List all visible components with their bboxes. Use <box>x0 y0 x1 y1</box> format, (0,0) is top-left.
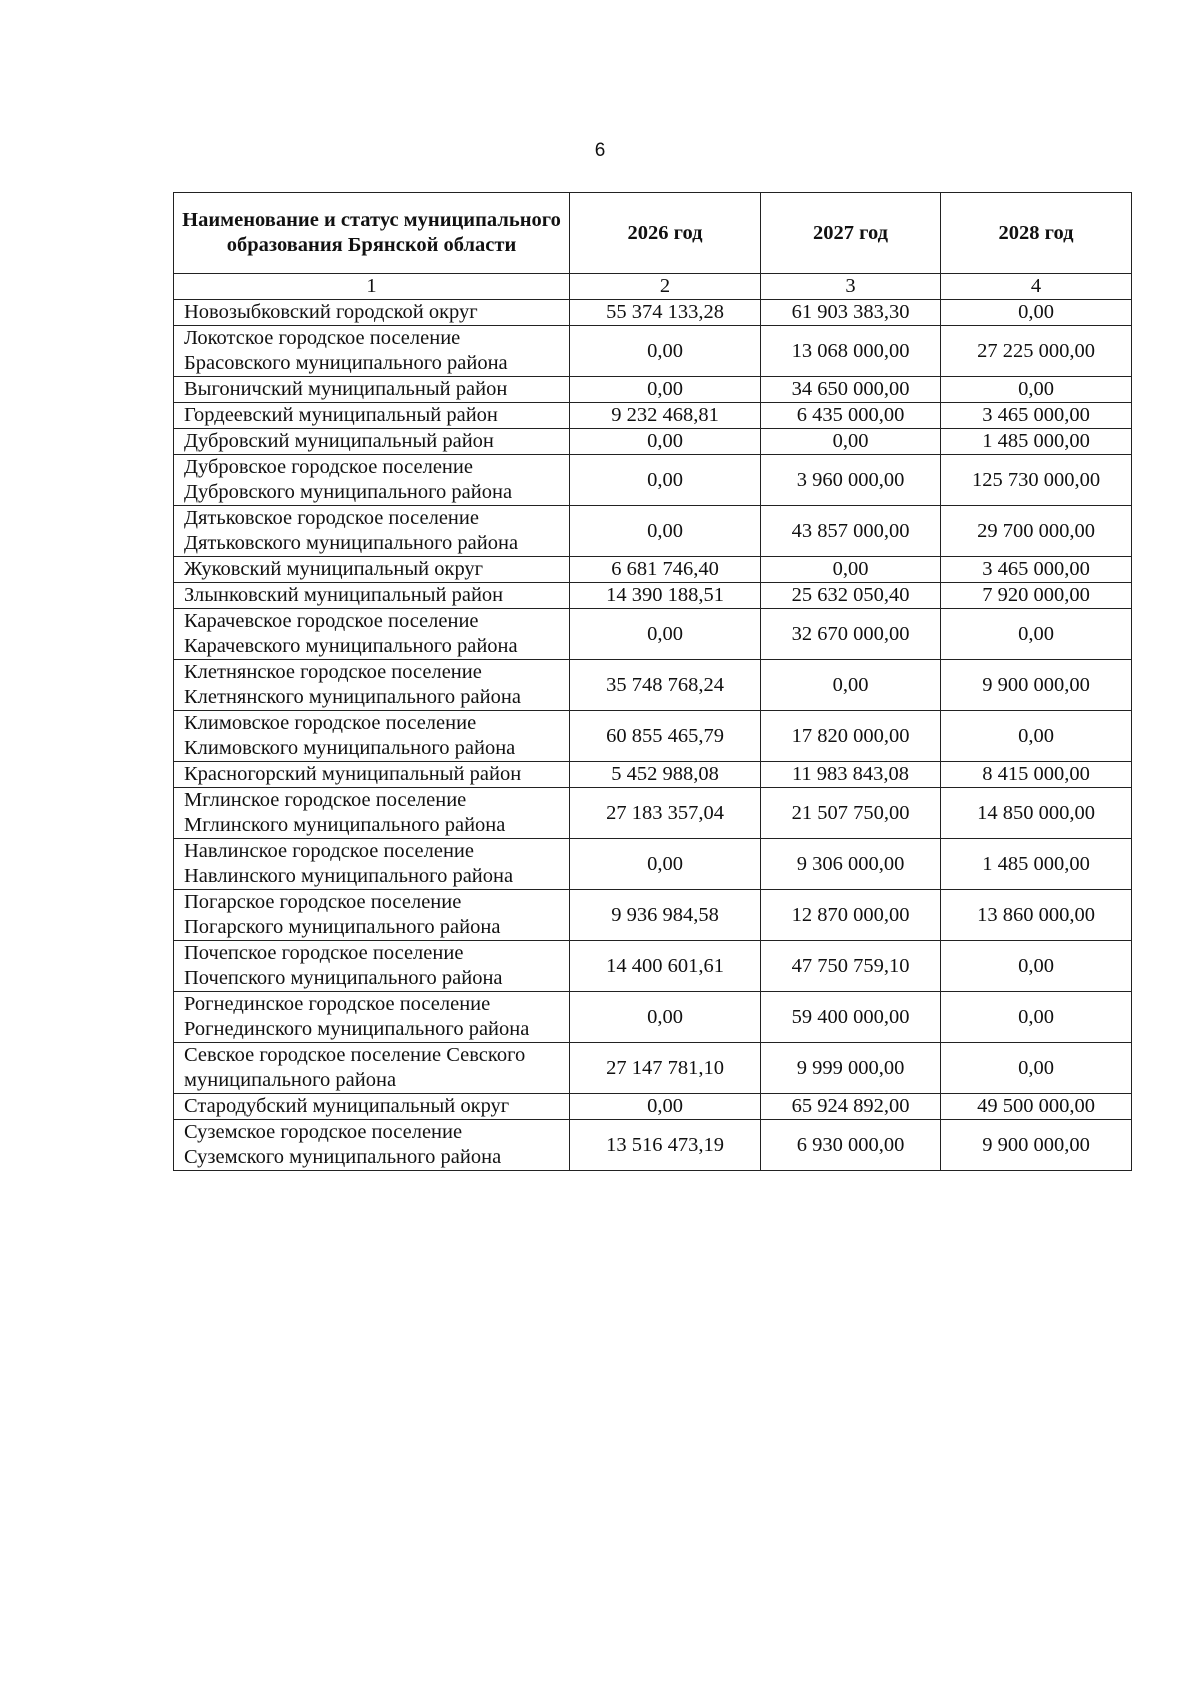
table-row <box>174 300 1132 326</box>
municipality-name-cell: Гордеевский муниципальный район <box>174 403 570 429</box>
amount-cell-2026: 14 400 601,61 <box>570 941 761 992</box>
table-row <box>174 711 1132 762</box>
amount-cell-2028: 0,00 <box>941 992 1132 1043</box>
municipality-name-cell: Суземское городское поселение Суземского муниципального района <box>174 1120 570 1171</box>
amount-cell-2027: 43 857 000,00 <box>761 506 941 557</box>
amount-cell-2028: 0,00 <box>941 941 1132 992</box>
table-row <box>174 1094 1132 1120</box>
amount-cell-2026: 5 452 988,08 <box>570 762 761 788</box>
table-row <box>174 506 1132 557</box>
amount-cell-2026: 0,00 <box>570 429 761 455</box>
amount-cell-2027: 34 650 000,00 <box>761 377 941 403</box>
amount-cell-2028: 125 730 000,00 <box>941 455 1132 506</box>
amount-cell-2027: 61 903 383,30 <box>761 300 941 326</box>
amount-cell-2028: 1 485 000,00 <box>941 839 1132 890</box>
table-row <box>174 660 1132 711</box>
amount-cell-2028: 7 920 000,00 <box>941 583 1132 609</box>
municipality-name-cell: Новозыбковский городской округ <box>174 300 570 326</box>
table-row <box>174 403 1132 429</box>
table-row <box>174 941 1132 992</box>
amount-cell-2026: 0,00 <box>570 377 761 403</box>
municipality-name-cell: Почепское городское поселение Почепского муниципального района <box>174 941 570 992</box>
municipality-name-cell: Дятьковское городское поселение Дятьковского муниципального района <box>174 506 570 557</box>
table-row <box>174 788 1132 839</box>
amount-cell-2027: 13 068 000,00 <box>761 326 941 377</box>
table-row <box>174 890 1132 941</box>
amount-cell-2027: 17 820 000,00 <box>761 711 941 762</box>
amount-cell-2028: 14 850 000,00 <box>941 788 1132 839</box>
amount-cell-2026: 6 681 746,40 <box>570 557 761 583</box>
amount-cell-2027: 47 750 759,10 <box>761 941 941 992</box>
amount-cell-2026: 0,00 <box>570 506 761 557</box>
amount-cell-2026: 9 936 984,58 <box>570 890 761 941</box>
municipality-name-cell: Стародубский муниципальный округ <box>174 1094 570 1120</box>
header-year-2028: 2028 год <box>941 193 1132 274</box>
amount-cell-2027: 25 632 050,40 <box>761 583 941 609</box>
amount-cell-2028: 27 225 000,00 <box>941 326 1132 377</box>
municipality-name-cell: Рогнединское городское поселение Рогнединского муниципального района <box>174 992 570 1043</box>
amount-cell-2027: 21 507 750,00 <box>761 788 941 839</box>
budget-table <box>173 192 1132 1171</box>
municipality-name-cell: Севское городское поселение Севского муниципального района <box>174 1043 570 1094</box>
amount-cell-2027: 6 435 000,00 <box>761 403 941 429</box>
amount-cell-2027: 59 400 000,00 <box>761 992 941 1043</box>
amount-cell-2028: 29 700 000,00 <box>941 506 1132 557</box>
table-row <box>174 609 1132 660</box>
amount-cell-2026: 0,00 <box>570 992 761 1043</box>
amount-cell-2028: 3 465 000,00 <box>941 403 1132 429</box>
amount-cell-2026: 0,00 <box>570 326 761 377</box>
amount-cell-2027: 0,00 <box>761 557 941 583</box>
header-municipality-name: Наименование и статус муниципального образования Брянской области <box>174 193 570 274</box>
table-body <box>174 300 1132 1171</box>
amount-cell-2028: 9 900 000,00 <box>941 660 1132 711</box>
municipality-name-cell: Дубровский муниципальный район <box>174 429 570 455</box>
amount-cell-2026: 60 855 465,79 <box>570 711 761 762</box>
table-row <box>174 583 1132 609</box>
amount-cell-2026: 35 748 768,24 <box>570 660 761 711</box>
amount-cell-2028: 0,00 <box>941 1043 1132 1094</box>
column-number: 1 <box>174 274 570 300</box>
amount-cell-2026: 13 516 473,19 <box>570 1120 761 1171</box>
municipality-name-cell: Дубровское городское поселение Дубровского муниципального района <box>174 455 570 506</box>
amount-cell-2026: 0,00 <box>570 455 761 506</box>
table-row <box>174 762 1132 788</box>
municipality-name-cell: Выгоничский муниципальный район <box>174 377 570 403</box>
municipality-name-cell: Локотское городское поселение Брасовского муниципального района <box>174 326 570 377</box>
column-number-row <box>174 274 1132 300</box>
column-number: 4 <box>941 274 1132 300</box>
amount-cell-2027: 0,00 <box>761 429 941 455</box>
amount-cell-2026: 55 374 133,28 <box>570 300 761 326</box>
municipality-name-cell: Карачевское городское поселение Карачевского муниципального района <box>174 609 570 660</box>
amount-cell-2027: 6 930 000,00 <box>761 1120 941 1171</box>
column-number: 2 <box>570 274 761 300</box>
amount-cell-2028: 9 900 000,00 <box>941 1120 1132 1171</box>
municipality-name-cell: Клетнянское городское поселение Клетнянского муниципального района <box>174 660 570 711</box>
amount-cell-2028: 0,00 <box>941 300 1132 326</box>
amount-cell-2028: 8 415 000,00 <box>941 762 1132 788</box>
table-row <box>174 1120 1132 1171</box>
municipality-name-cell: Жуковский муниципальный округ <box>174 557 570 583</box>
amount-cell-2028: 3 465 000,00 <box>941 557 1132 583</box>
amount-cell-2027: 9 306 000,00 <box>761 839 941 890</box>
amount-cell-2027: 9 999 000,00 <box>761 1043 941 1094</box>
municipality-name-cell: Красногорский муниципальный район <box>174 762 570 788</box>
amount-cell-2027: 32 670 000,00 <box>761 609 941 660</box>
table-row <box>174 455 1132 506</box>
table-row <box>174 1043 1132 1094</box>
municipality-name-cell: Навлинское городское поселение Навлинского муниципального района <box>174 839 570 890</box>
table-row <box>174 377 1132 403</box>
amount-cell-2028: 13 860 000,00 <box>941 890 1132 941</box>
table-row <box>174 326 1132 377</box>
municipality-name-cell: Мглинское городское поселение Мглинского муниципального района <box>174 788 570 839</box>
municipality-name-cell: Злынковский муниципальный район <box>174 583 570 609</box>
table-row <box>174 839 1132 890</box>
amount-cell-2028: 0,00 <box>941 711 1132 762</box>
table-row <box>174 992 1132 1043</box>
amount-cell-2028: 0,00 <box>941 609 1132 660</box>
table-header-row <box>174 193 1132 274</box>
amount-cell-2026: 0,00 <box>570 839 761 890</box>
amount-cell-2027: 65 924 892,00 <box>761 1094 941 1120</box>
amount-cell-2028: 0,00 <box>941 377 1132 403</box>
page-number: 6 <box>594 140 606 161</box>
amount-cell-2028: 49 500 000,00 <box>941 1094 1132 1120</box>
amount-cell-2026: 27 183 357,04 <box>570 788 761 839</box>
amount-cell-2027: 12 870 000,00 <box>761 890 941 941</box>
amount-cell-2026: 9 232 468,81 <box>570 403 761 429</box>
municipality-name-cell: Погарское городское поселение Погарского муниципального района <box>174 890 570 941</box>
amount-cell-2027: 11 983 843,08 <box>761 762 941 788</box>
amount-cell-2027: 0,00 <box>761 660 941 711</box>
amount-cell-2028: 1 485 000,00 <box>941 429 1132 455</box>
table-row <box>174 429 1132 455</box>
amount-cell-2026: 0,00 <box>570 1094 761 1120</box>
header-year-2027: 2027 год <box>761 193 941 274</box>
amount-cell-2026: 0,00 <box>570 609 761 660</box>
table-row <box>174 557 1132 583</box>
municipality-name-cell: Климовское городское поселение Климовского муниципального района <box>174 711 570 762</box>
amount-cell-2026: 27 147 781,10 <box>570 1043 761 1094</box>
amount-cell-2026: 14 390 188,51 <box>570 583 761 609</box>
header-year-2026: 2026 год <box>570 193 761 274</box>
amount-cell-2027: 3 960 000,00 <box>761 455 941 506</box>
column-number: 3 <box>761 274 941 300</box>
